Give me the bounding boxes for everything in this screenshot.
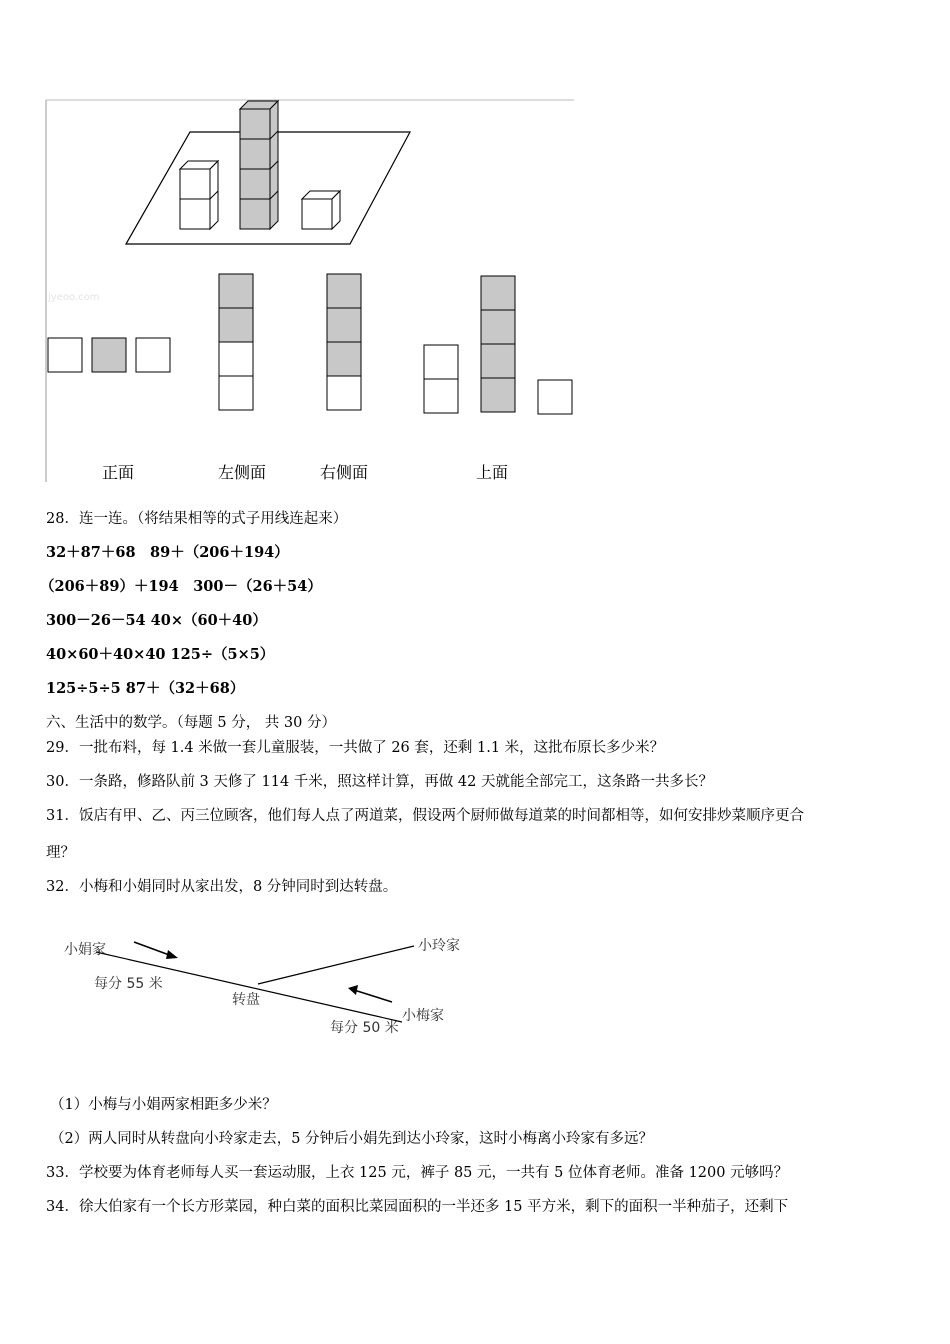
front-view [48,338,170,372]
q32-text: 32．小梅和小娟同时从家出发，8 分钟同时到达转盘。 [46,879,398,895]
cube-single-right [302,191,340,229]
left-side-view [219,274,253,410]
q28-row-4: 40×60＋40×40 125÷（5×5） [46,646,275,663]
label-roundabout: 转盘 [232,992,260,1008]
q29-text: 29．一批布料，每 1.4 米做一套儿童服装，一共做了 26 套，还剩 1.1 米，这批布原长多少米？ [46,740,665,756]
cube-stack-left [180,161,218,229]
q30-text: 30．一条路，修路队前 3 天修了 114 千米，照这样计算，再做 42 天就能全部完工，这条路一共多长？ [46,774,713,790]
label-top: 上面 [475,463,509,482]
route-diagram [56,928,476,1043]
q31-text-line1: 31．饭店有甲、乙、丙三位顾客，他们每人点了两道菜，假设两个厨师做每道菜的时间都相等，如何安排炒菜顺序更合 [46,808,804,824]
label-right-side: 右侧面 [319,463,369,482]
q34-text: 34．徐大伯家有一个长方形菜园，种白菜的面积比菜园面积的一半还多 15 平方米，剩下的面积一半种茄子，还剩下 [46,1199,789,1215]
section6-title: 六、生活中的数学。（每题 5 分， 共 30 分） [46,715,336,731]
arrow-mei [348,985,358,995]
label-front: 正面 [101,463,135,482]
road-roundabout-to-ling [258,946,414,984]
arrow-juan [166,950,178,959]
q28-row-3: 300－26－54 40×（60＋40） [46,612,267,629]
right-side-view [327,274,361,410]
q28-title: 28．连一连。（将结果相等的式子用线连起来） [46,511,348,527]
cube-stack-tall [240,101,278,229]
label-speed-juan: 每分 55 米 [94,976,163,992]
q32-sub1: （1）小梅与小娟两家相距多少米？ [50,1097,277,1113]
q28-row-2: （206＋89）＋194 300－（26＋54） [40,578,322,595]
q31-text-line2: 理？ [46,845,75,861]
label-xiaomei-home: 小梅家 [402,1008,444,1024]
label-xiaojuan-home: 小娟家 [64,942,106,958]
cube-views-figure [44,98,576,488]
label-left-side: 左侧面 [217,463,267,482]
label-speed-mei: 每分 50 米 [330,1020,399,1036]
q32-sub2: （2）两人同时从转盘向小玲家走去，5 分钟后小娟先到达小玲家，这时小梅离小玲家有多远？ [50,1131,654,1147]
q33-text: 33．学校要为体育老师每人买一套运动服，上衣 125 元，裤子 85 元，一共有 5 位体育老师。准备 1200 元够吗？ [46,1165,789,1181]
label-xiaoling-home: 小玲家 [418,938,460,954]
top-view [424,276,572,414]
q28-row-1: 32＋87＋68 89＋（206＋194） [46,544,289,561]
watermark: jyeoo.com [48,292,100,303]
q28-row-5: 125÷5÷5 87＋（32＋68） [46,680,245,697]
